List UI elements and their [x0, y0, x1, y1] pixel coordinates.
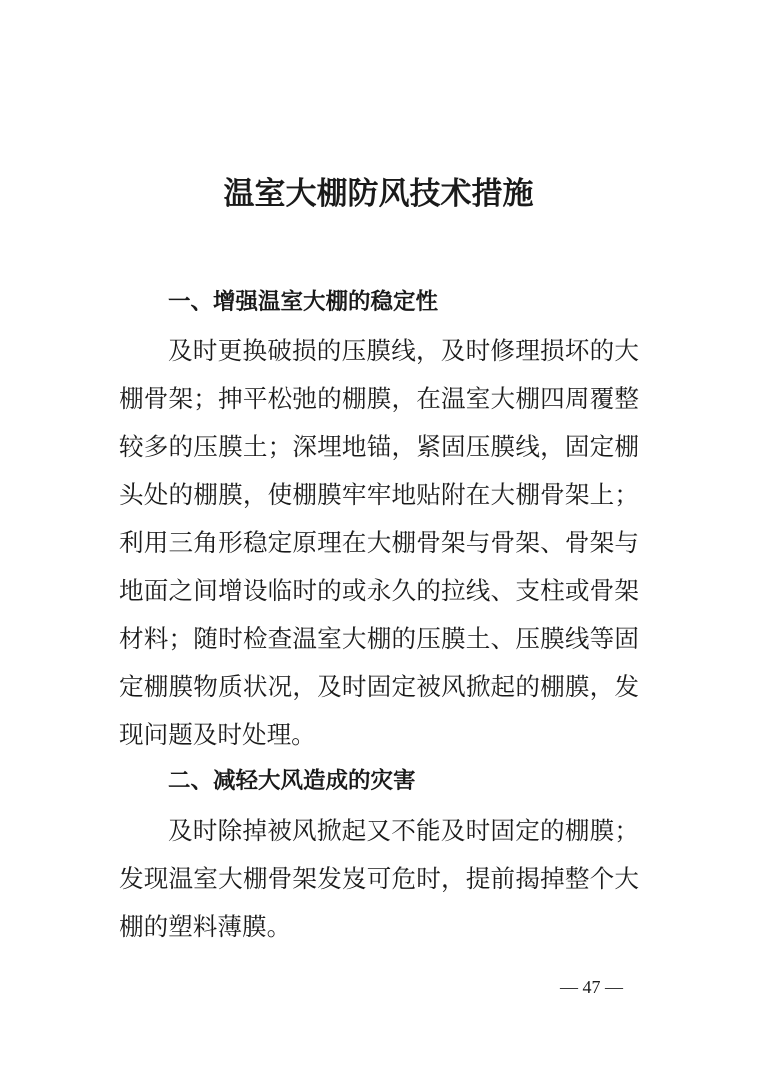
section-paragraph-1: 及时更换破损的压膜线，及时修理损坏的大棚骨架；抻平松弛的棚膜，在温室大棚四周覆整较多的压膜土；深埋地锚，紧固压膜线，固定棚头处的棚膜，使棚膜牢牢地贴附在大棚骨架上；利用三角形稳定原理在大棚骨架与骨架、骨架与地面之间增设临时的或永久的拉线、支柱或骨架材料；随时检查温室大棚的压膜土、压膜线等固定棚膜物质状况，及时固定被风掀起的棚膜，发现问题及时处理。 — [119, 336, 639, 749]
document-title: 温室大棚防风技术措施 — [223, 176, 534, 212]
section-paragraph-2: 及时除掉被风掀起又不能及时固定的棚膜；发现温室大棚骨架发岌可危时，提前揭掉整个大棚的塑料薄膜。 — [119, 816, 639, 941]
section-heading-1: 一、增强温室大棚的稳定性 — [168, 289, 439, 315]
page-number: — 47 — — [560, 977, 623, 997]
section-heading-2: 二、减轻大风造成的灾害 — [168, 768, 416, 794]
